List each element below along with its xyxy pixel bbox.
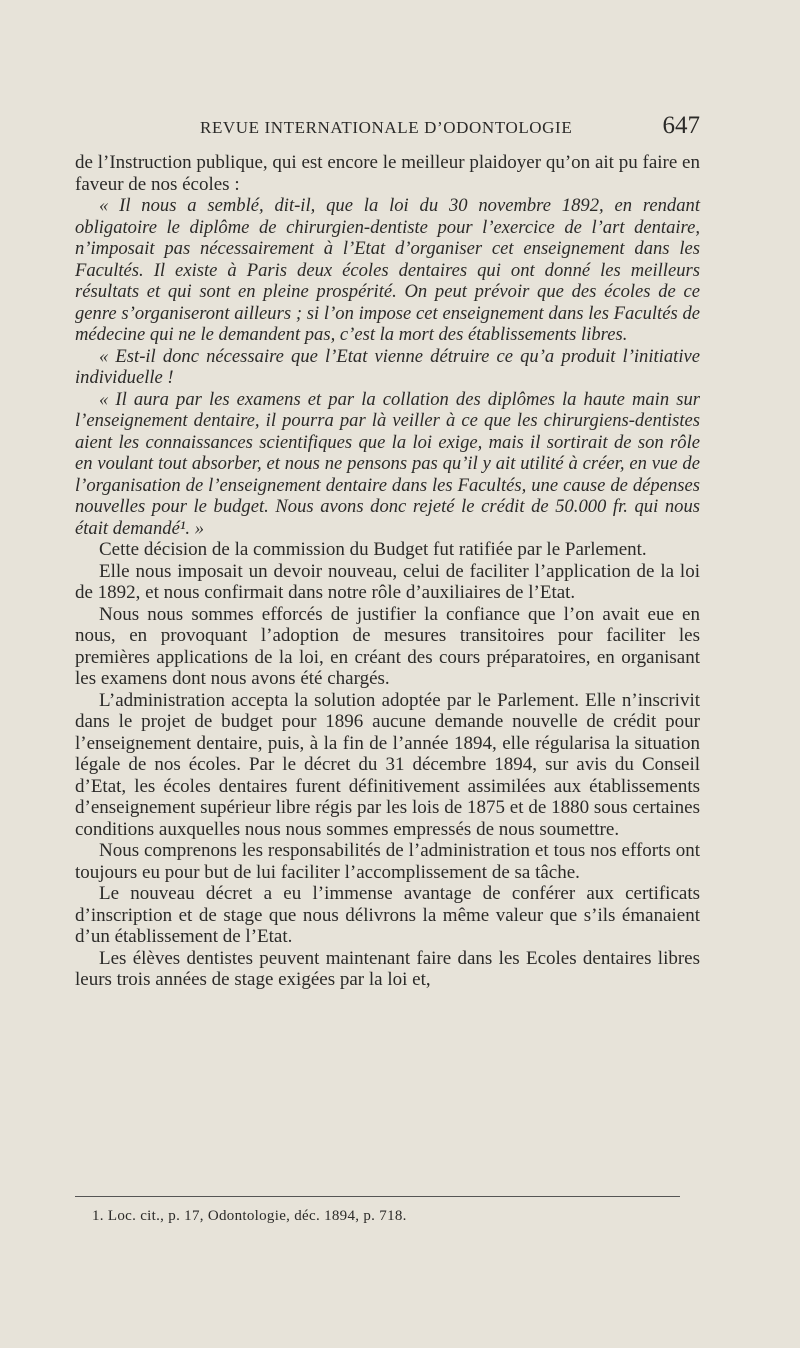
- page-header: [200, 112, 700, 144]
- running-title: REVUE INTERNATIONALE D’ODONTOLOGIE: [200, 118, 573, 137]
- page-number: 647: [662, 112, 700, 139]
- quote-paragraph: « Est-il donc nécessaire que l’Etat vienne détruire ce qu’a produit l’initiative individuelle !: [75, 345, 700, 388]
- quote-paragraph: « Il aura par les examens et par la collation des diplômes la haute main sur l’enseignement dentaire, il pourra par là veiller à ce que les chirurgiens-dentistes aient les connaissances scientifiques que la loi exige, mais il sortirait de son rôle en voulant tout absorber, et nous ne pensons pas qu’il y ait utilité à créer, en vue de l’organisation de l’enseignement dentaire dans les Facultés, une cause de dépenses nouvelles pour le budget. Nous avons donc rejeté le crédit de 50.000 fr. qui nous était demandé¹. »: [75, 388, 700, 539]
- paragraph: Cette décision de la commission du Budget fut ratifiée par le Parlement.: [99, 539, 647, 560]
- footnote: 1. Loc. cit., p. 17, Odontologie, déc. 1894, p. 718.: [92, 1208, 407, 1224]
- paragraph: Elle nous imposait un devoir nouveau, celui de faciliter l’application de la loi de 1892, et nous confirmait dans notre rôle d’auxiliaires de l’Etat.: [75, 560, 700, 603]
- quote-paragraph: « Il nous a semblé, dit-il, que la loi du 30 novembre 1892, en rendant obligatoire le diplôme de chirurgien-dentiste pour l’exercice de l’art dentaire, n’imposait pas nécessairement à l’Etat d’organiser cet enseignement dans les Facultés. Il existe à Paris deux écoles dentaires qui ont donné les meilleurs résultats et qui sont en pleine prospérité. On peut prévoir que des écoles de ce genre s’organiseront ailleurs ; si l’on impose cet enseignement dans les Facultés de médecine qui ne le demandent pas, c’est la mort des établissements libres.: [75, 195, 700, 345]
- body-text: [75, 152, 700, 991]
- paragraph: Les élèves dentistes peuvent maintenant faire dans les Ecoles dentaires libres leurs trois années de stage exigées par la loi et,: [75, 947, 700, 990]
- paragraph: Nous comprenons les responsabilités de l’administration et tous nos efforts ont toujours eu pour but de lui faciliter l’accomplissement de sa tâche.: [75, 840, 700, 883]
- paragraph: Nous nous sommes efforcés de justifier la confiance que l’on avait eue en nous, en provoquant l’adoption de mesures transitoires pour faciliter les premières applications de la loi, en créant des cours préparatoires, en organisant les examens dont nous avons été chargés.: [75, 603, 700, 689]
- paragraph: L’administration accepta la solution adoptée par le Parlement. Elle n’inscrivit dans le projet de budget pour 1896 aucune demande nouvelle de crédit pour l’enseignement dentaire, puis, à la fin de l’année 1894, elle régularisa la situation légale de nos écoles. Par le décret du 31 décembre 1894, sur avis du Conseil d’Etat, les écoles dentaires furent définitivement assimilées aux établissements d’enseignement supérieur libre régis par les lois de 1875 et de 1880 sous certaines conditions auxquelles nous nous sommes empressés de nous soumettre.: [75, 689, 700, 840]
- footnote-separator: [75, 1196, 680, 1197]
- paragraph: Le nouveau décret a eu l’immense avantage de conférer aux certificats d’inscription et de stage que nous délivrons la même valeur que s’ils émanaient d’un établissement de l’Etat.: [75, 883, 700, 947]
- paragraph: de l’Instruction publique, qui est encore le meilleur plaidoyer qu’on ait pu faire en faveur de nos écoles :: [75, 152, 700, 195]
